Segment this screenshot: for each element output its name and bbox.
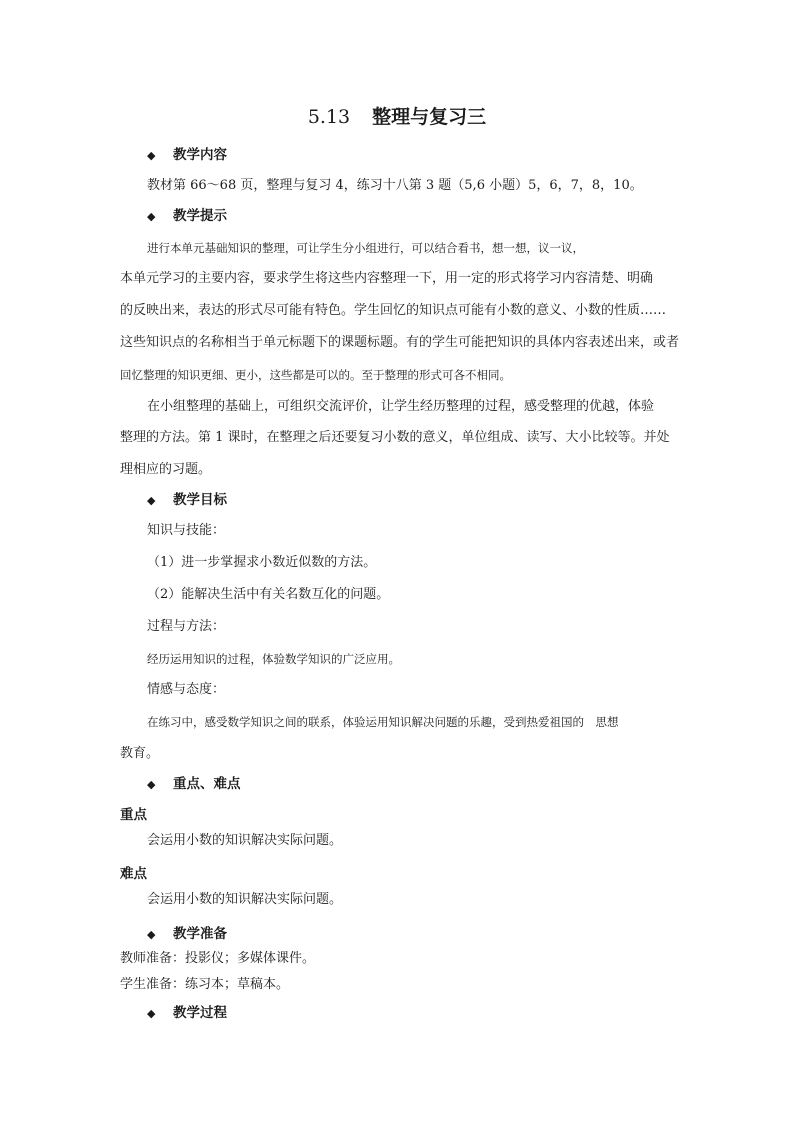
difficult-label: 难点 (120, 866, 147, 882)
tips-line: 整理的方法。第 1 课时，在整理之后还要复习小数的意义，单位组成、读写、大小比较等。并处 (120, 430, 670, 445)
diamond-bullet-icon: ◆ (147, 1007, 156, 1020)
section-heading-goals: ◆ 教学目标 (147, 492, 227, 508)
diamond-bullet-icon: ◆ (147, 778, 156, 791)
section-heading-tips: ◆ 教学提示 (147, 208, 227, 224)
goals-emotion-line: 教育。 (120, 746, 160, 761)
key-text: 会运用小数的知识解决实际问题。 (147, 833, 343, 848)
title-text: 整理与复习三 (372, 106, 487, 128)
diamond-bullet-icon: ◆ (147, 210, 156, 223)
diamond-bullet-icon: ◆ (147, 149, 156, 162)
goals-knowledge-item: （1）进一步掌握求小数近似数的方法。 (147, 555, 377, 570)
goals-knowledge-label: 知识与技能： (147, 523, 226, 538)
diamond-bullet-icon: ◆ (147, 494, 156, 507)
difficult-text: 会运用小数的知识解决实际问题。 (147, 892, 343, 907)
goals-knowledge-item: （2）能解决生活中有关名数互化的问题。 (147, 587, 390, 602)
section-heading-key-points: ◆ 重点、难点 (147, 776, 241, 792)
diamond-bullet-icon: ◆ (147, 928, 156, 941)
content-text: 教材第 66～68 页，整理与复习 4，练习十八第 3 题（5,6 小题）5，6，7，8，10。 (147, 178, 643, 193)
goals-emotion-line: 在练习中，感受数学知识之间的联系，体验运用知识解决问题的乐趣，受到热爱祖国的 思想 (147, 715, 619, 729)
tips-line: 回忆整理的知识更细、更小，这些都是可以的。至于整理的形式可各不相同。 (120, 368, 511, 382)
section-heading-content: ◆ 教学内容 (147, 147, 227, 163)
tips-line: 本单元学习的主要内容，要求学生将这些内容整理一下，用一定的形式将学习内容清楚、明确 (120, 271, 654, 286)
tips-line: 理相应的习题。 (120, 462, 212, 477)
student-preparation: 学生准备：练习本；草稿本。 (120, 977, 290, 992)
goals-process-label: 过程与方法： (147, 619, 226, 634)
tips-line: 在小组整理的基础上，可组织交流评价，让学生经历整理的过程，感受整理的优越，体验 (147, 399, 655, 414)
key-label: 重点 (120, 807, 147, 823)
goals-emotion-label: 情感与态度： (147, 682, 226, 697)
tips-line: 的反映出来，表达的形式尽可能有特色。学生回忆的知识点可能有小数的意义、小数的性质…… (120, 303, 667, 318)
section-heading-process: ◆ 教学过程 (147, 1005, 227, 1021)
goals-process-text: 经历运用知识的过程，体验数学知识的广泛应用。 (147, 652, 400, 666)
section-heading-preparation: ◆ 教学准备 (147, 926, 227, 942)
title-number: 5.13 (307, 106, 351, 128)
tips-line: 这些知识点的名称相当于单元标题下的课题标题。有的学生可能把知识的具体内容表述出来，或者 (120, 335, 680, 350)
teacher-preparation: 教师准备：投影仪；多媒体课件。 (120, 951, 316, 966)
page-title (0, 104, 794, 130)
tips-line: 进行本单元基础知识的整理，可让学生分小组进行，可以结合看书，想一想，议一议， (147, 241, 584, 255)
